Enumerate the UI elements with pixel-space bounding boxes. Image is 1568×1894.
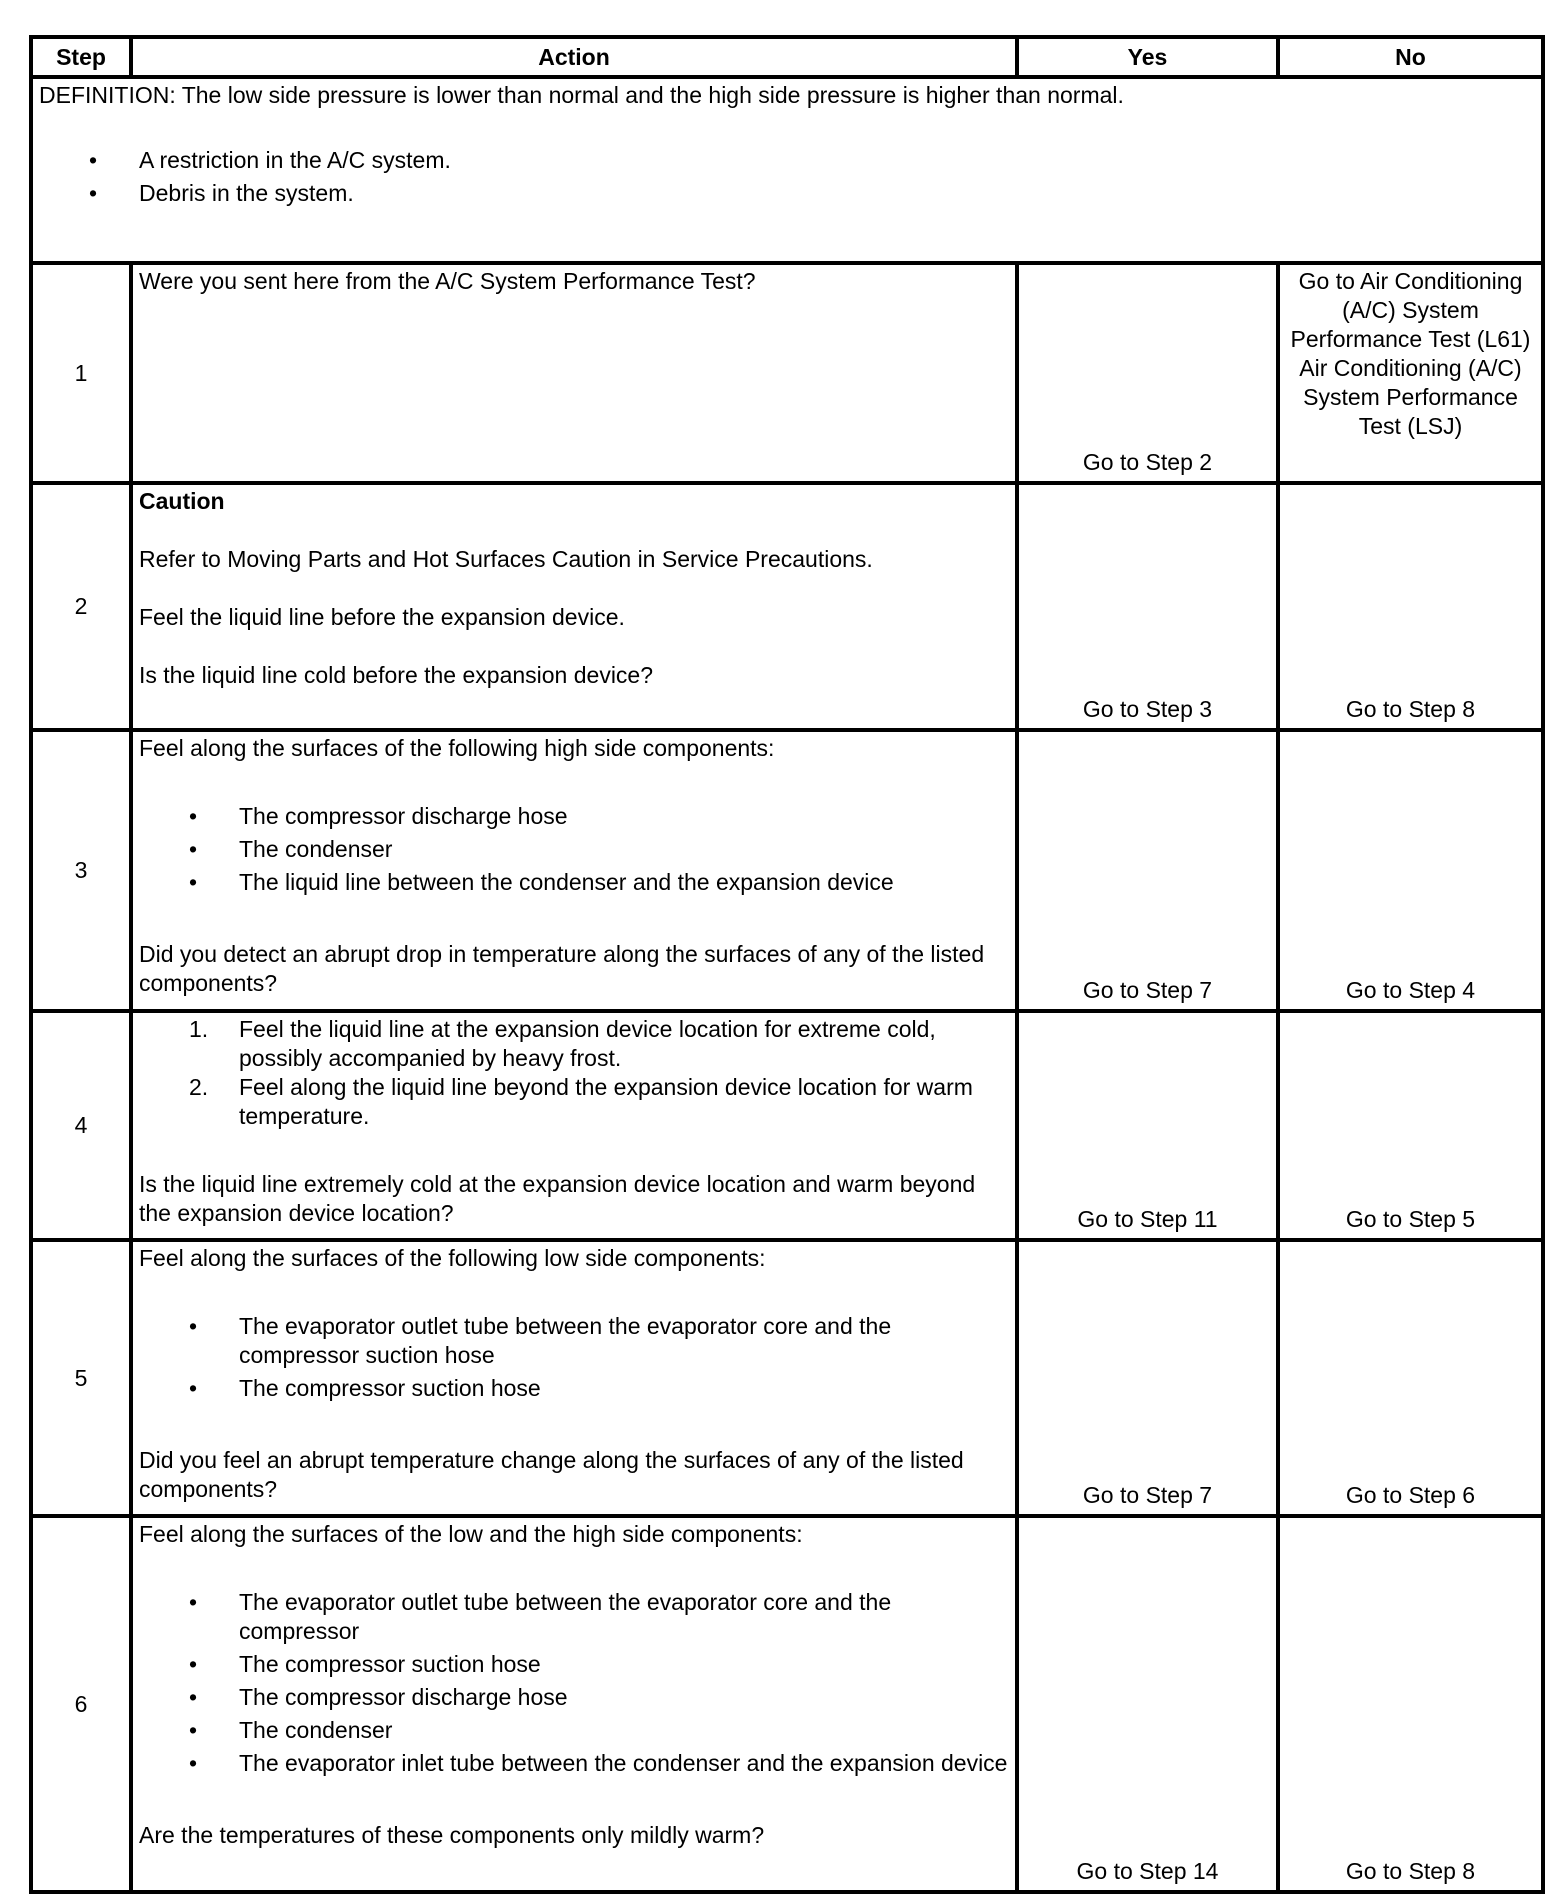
component-item: • The evaporator inlet tube between the condenser and the expansion device [139, 1749, 1009, 1778]
numbered-item [139, 1073, 1009, 1131]
step-intro: Feel along the surfaces of the low and the high side components: [139, 1521, 803, 1547]
step-number: 2 [31, 483, 131, 730]
component-list [139, 802, 1009, 897]
step-intro: Feel along the surfaces of the following high side components: [139, 735, 775, 761]
numbered-list [139, 1015, 1009, 1131]
step-action [131, 1011, 1017, 1240]
step-row-4 [31, 1011, 1543, 1240]
yes-result: Go to Step 11 [1017, 1011, 1278, 1240]
item-text: Feel the liquid line at the expansion device location for extreme cold, possibly accompanied by heavy frost. [239, 1016, 936, 1071]
item-number: 1. [189, 1016, 209, 1042]
step-number: 6 [31, 1516, 131, 1892]
step-action [131, 483, 1017, 730]
step-number: 3 [31, 730, 131, 1011]
header-yes: Yes [1017, 37, 1278, 77]
yes-result: Go to Step 7 [1017, 1240, 1278, 1516]
component-item: • The liquid line between the condenser and the expansion device [139, 868, 1009, 897]
numbered-item [139, 1015, 1009, 1073]
step-row-3 [31, 730, 1543, 1011]
step-intro: Feel along the surfaces of the following low side components: [139, 1245, 766, 1271]
component-item: • The compressor discharge hose [139, 1683, 1009, 1712]
component-item: • The compressor suction hose [139, 1650, 1009, 1679]
component-list [139, 1312, 1009, 1403]
step-action [131, 1516, 1017, 1892]
no-result: Go to Air Conditioning (A/C) System Performance Test (L61) Air Conditioning (A/C) System Performance Test (LSJ) [1278, 263, 1543, 483]
step-number: 4 [31, 1011, 131, 1240]
step-row-1 [31, 263, 1543, 483]
yes-result: Go to Step 7 [1017, 730, 1278, 1011]
component-item: • The evaporator outlet tube between the evaporator core and the compressor [139, 1588, 1009, 1646]
step-question: Did you feel an abrupt temperature change along the surfaces of any of the listed components? [139, 1447, 964, 1502]
step-row-5 [31, 1240, 1543, 1516]
cause-item: • Debris in the system. [39, 179, 1535, 212]
component-item: • The compressor discharge hose [139, 802, 1009, 831]
step-question: Did you detect an abrupt drop in temperature along the surfaces of any of the listed components? [139, 941, 985, 996]
step-action [131, 1240, 1017, 1516]
step-number: 1 [31, 263, 131, 483]
cause-list [39, 146, 1535, 212]
no-result: Go to Step 8 [1278, 1516, 1543, 1892]
step-action [131, 263, 1017, 483]
no-result: Go to Step 6 [1278, 1240, 1543, 1516]
yes-result: Go to Step 3 [1017, 483, 1278, 730]
header-action: Action [131, 37, 1017, 77]
component-item: • The condenser [139, 835, 1009, 864]
header-no: No [1278, 37, 1543, 77]
step-question: Is the liquid line cold before the expansion device? [139, 662, 654, 688]
step-question: Are the temperatures of these components only mildly warm? [139, 1822, 765, 1848]
definition-cell [31, 77, 1543, 263]
step-number: 5 [31, 1240, 131, 1516]
caution-text: Refer to Moving Parts and Hot Surfaces Caution in Service Precautions. [139, 546, 873, 572]
item-number: 2. [189, 1074, 209, 1100]
table-header-row [31, 37, 1543, 77]
step-row-6 [31, 1516, 1543, 1892]
header-step: Step [31, 37, 131, 77]
step-row-2 [31, 483, 1543, 730]
step-instruction: Feel the liquid line before the expansion device. [139, 604, 625, 630]
component-item: • The evaporator outlet tube between the evaporator core and the compressor suction hose [139, 1312, 1009, 1370]
step-question: Is the liquid line extremely cold at the expansion device location and warm beyond the expansion device location? [139, 1171, 976, 1226]
step-question: Were you sent here from the A/C System Performance Test? [139, 268, 756, 294]
definition-row [31, 77, 1543, 263]
yes-result: Go to Step 14 [1017, 1516, 1278, 1892]
cause-item: • A restriction in the A/C system. [39, 146, 1535, 179]
caution-title: Caution [139, 488, 225, 514]
definition-text: DEFINITION: The low side pressure is lower than normal and the high side pressure is higher than normal. [39, 82, 1124, 108]
component-list [139, 1588, 1009, 1778]
no-result: Go to Step 5 [1278, 1011, 1543, 1240]
no-result: Go to Step 4 [1278, 730, 1543, 1011]
item-text: Feel along the liquid line beyond the expansion device location for warm temperature. [239, 1074, 973, 1129]
component-item: • The compressor suction hose [139, 1374, 1009, 1403]
step-action [131, 730, 1017, 1011]
diagnostic-table [29, 35, 1545, 1894]
component-item: • The condenser [139, 1716, 1009, 1745]
yes-result: Go to Step 2 [1017, 263, 1278, 483]
no-result: Go to Step 8 [1278, 483, 1543, 730]
